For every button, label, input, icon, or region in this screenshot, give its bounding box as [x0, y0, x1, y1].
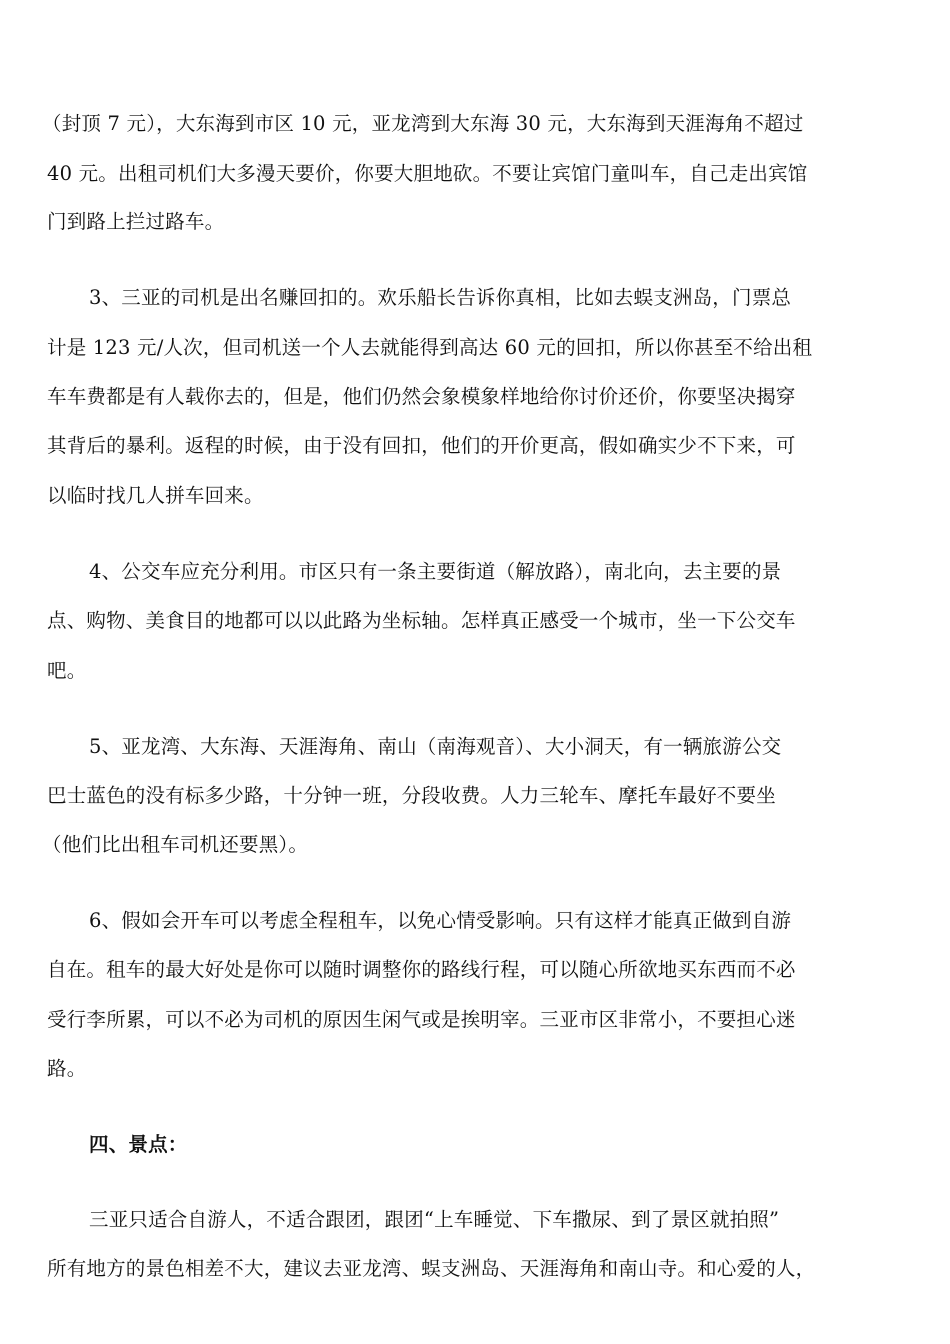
paragraph-line: 自在。租车的最大好处是你可以随时调整你的路线行程，可以随心所欲地买东西而不必	[47, 958, 796, 981]
paragraph-line: 车车费都是有人载你去的，但是，他们仍然会象模象样地给你讨价还价，你要坚决揭穿	[47, 385, 796, 408]
paragraph-line: 3、三亚的司机是出名赚回扣的。欢乐船长告诉你真相，比如去蜈支洲岛，门票总	[89, 286, 792, 309]
section-heading: 四、景点：	[89, 1133, 188, 1156]
paragraph-line: 三亚只适合自游人，不适合跟团，跟团“上车睡觉、下车撒尿、到了景区就拍照”	[89, 1208, 780, 1231]
paragraph-line: 5、亚龙湾、大东海、天涯海角、南山（南海观音）、大小洞天，有一辆旅游公交	[89, 735, 782, 758]
paragraph-line: 计是 123 元/人次，但司机送一个人去就能得到高达 60 元的回扣，所以你甚至不给出租	[47, 336, 813, 359]
paragraph-line: （他们比出租车司机还要黑）。	[42, 833, 309, 856]
paragraph-line: 40 元。出租司机们大多漫天要价，你要大胆地砍。不要让宾馆门童叫车，自己走出宾馆	[47, 162, 808, 185]
paragraph-line: 6、假如会开车可以考虑全程租车，以免心情受影响。只有这样才能真正做到自游	[89, 909, 792, 932]
paragraph-line: 吧。	[47, 659, 87, 682]
paragraph-line: （封顶 7 元），大东海到市区 10 元，亚龙湾到大东海 30 元，大东海到天涯海角不超过	[42, 112, 804, 135]
paragraph-line: 巴士蓝色的没有标多少路，十分钟一班，分段收费。人力三轮车、摩托车最好不要坐	[47, 784, 776, 807]
paragraph-line: 路。	[47, 1057, 87, 1080]
paragraph-line: 受行李所累，可以不必为司机的原因生闲气或是挨明宰。三亚市区非常小，不要担心迷	[47, 1008, 796, 1031]
paragraph-line: 门到路上拦过路车。	[47, 210, 225, 233]
paragraph-line: 其背后的暴利。返程的时候，由于没有回扣，他们的开价更高，假如确实少不下来，可	[47, 434, 796, 457]
paragraph-line: 以临时找几人拼车回来。	[47, 484, 264, 507]
paragraph-line: 点、购物、美食目的地都可以以此路为坐标轴。怎样真正感受一个城市，坐一下公交车	[47, 609, 796, 632]
paragraph-line: 4、公交车应充分利用。市区只有一条主要街道（解放路），南北向，去主要的景	[89, 560, 782, 583]
paragraph-line: 所有地方的景色相差不大，建议去亚龙湾、蜈支洲岛、天涯海角和南山寺。和心爱的人，	[47, 1257, 816, 1280]
